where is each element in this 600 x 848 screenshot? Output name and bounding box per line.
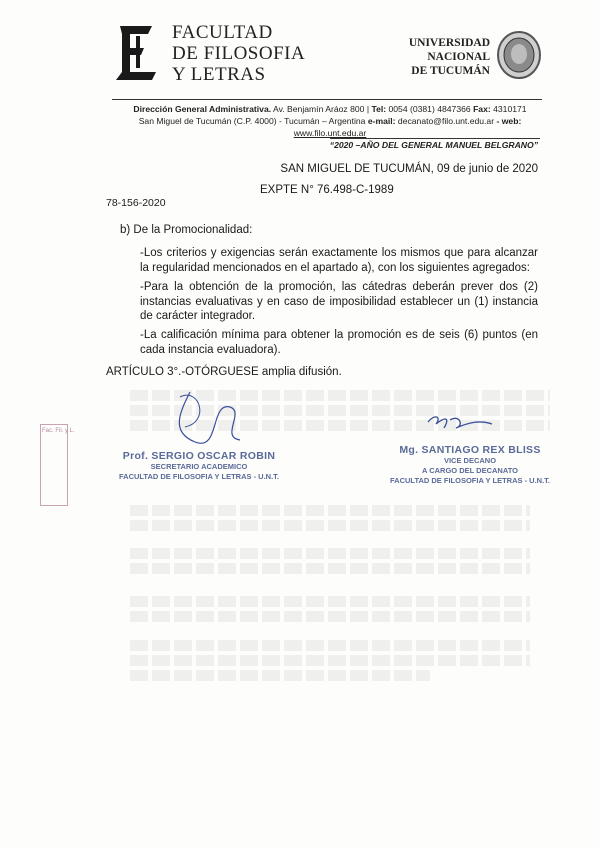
university-name-line: DE TUCUMÁN (411, 65, 490, 77)
ghost-line (130, 596, 530, 607)
ghost-line (130, 655, 530, 666)
registry-box-stamp (40, 424, 75, 506)
header-divider (112, 99, 542, 100)
contact-address: Av. Benjamín Aráoz 800 | (271, 104, 372, 114)
ghost-line (130, 505, 530, 516)
faculty-logo-icon (112, 22, 164, 84)
university-name (409, 36, 490, 78)
contact-department: Dirección General Administrativa. (133, 104, 272, 114)
signature-right-icon (420, 408, 500, 440)
stamp-title: SECRETARIO ACADEMICO (150, 462, 248, 471)
resolution-reference: 78-156-2020 (106, 197, 166, 209)
contact-tel-label: Tel: (371, 104, 387, 114)
body-paragraph: -Los criterios y exigencias serán exactamente los mismos que para alcanzar la regularidad mencionados en el apartado a), con los siguientes agregados: (140, 247, 538, 274)
faculty-name-line: Y LETRAS (172, 64, 266, 85)
faculty-name (172, 22, 305, 85)
stamp-vice-dean (390, 444, 550, 486)
contact-website-link[interactable]: www.filo.unt.edu.ar (293, 128, 367, 138)
stamp-institution: FACULTAD DE FILOSOFIA Y LETRAS - U.N.T. (390, 476, 551, 485)
faculty-name-line: FACULTAD (172, 22, 273, 43)
stamp-title: VICE DECANO (443, 456, 497, 465)
stamp-name: Mg. SANTIAGO REX BLISS (399, 444, 541, 456)
stamp-secretary (104, 450, 294, 482)
section-heading: b) De la Promocionalidad: (120, 224, 253, 236)
stamp-institution: FACULTAD DE FILOSOFIA Y LETRAS - U.N.T. (118, 472, 279, 481)
body-paragraph: -Para la obtención de la promoción, las cátedras deberán prever dos (2) instancias evaluativas y en caso de imposibilidad establecer un (1) instancia de carácter integrador. (140, 281, 538, 322)
university-name-line: UNIVERSIDAD (408, 37, 490, 49)
contact-fax: 4310171 (490, 104, 527, 114)
contact-web-label: - web: (494, 116, 522, 126)
faculty-name-line: DE FILOSOFIA (172, 43, 306, 64)
contact-fax-label: Fax: (473, 104, 491, 114)
article-3: ARTÍCULO 3°.-OTÓRGUESE amplia difusión. (106, 366, 342, 378)
body-paragraph: -La calificación mínima para obtener la promoción es de seis (6) puntos (en cada instancia evaluadora). (140, 329, 538, 356)
ghost-line (130, 520, 530, 531)
file-number: EXPTE N° 76.498-C-1989 (260, 184, 394, 196)
document-date: SAN MIGUEL DE TUCUMÁN, 09 de junio de 2020 (280, 163, 538, 175)
university-seal-icon (496, 30, 542, 80)
ghost-line (130, 548, 530, 559)
contact-city: San Miguel de Tucumán (C.P. 4000) - Tucumán – Argentina (138, 116, 368, 126)
university-name-line: NACIONAL (427, 51, 490, 63)
ghost-line (130, 563, 530, 574)
contact-block (100, 103, 560, 139)
contact-email-label: e-mail: (367, 116, 396, 126)
stamp-subtitle: A CARGO DEL DECANATO (422, 466, 518, 475)
motto-divider (330, 138, 540, 139)
contact-email[interactable]: decanato@filo.unt.edu.ar (395, 116, 495, 126)
box-stamp-label: Fac. Fil. y L. (42, 428, 75, 434)
ghost-line (130, 640, 530, 651)
ghost-line (130, 611, 530, 622)
ghost-line (130, 670, 430, 681)
stamp-name: Prof. SERGIO OSCAR ROBIN (122, 450, 276, 462)
year-motto: “2020 –AÑO DEL GENERAL MANUEL BELGRANO” (329, 140, 538, 150)
contact-tel: 0054 (0381) 4847366 (386, 104, 474, 114)
